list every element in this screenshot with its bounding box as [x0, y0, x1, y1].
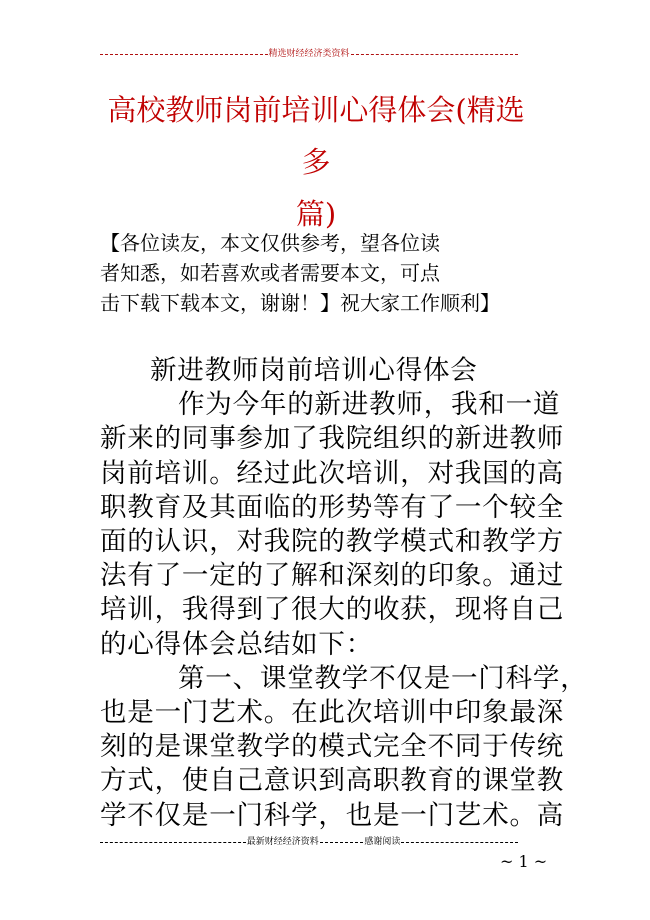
reader-notice — [100, 228, 530, 318]
footer-label-right: 感谢阅读 — [364, 837, 401, 847]
body-line: 方式，使自己意识到高职教育的课堂教 — [100, 765, 565, 797]
notice-line: 【各位读友，本文仅供参考，望各位读 — [100, 231, 440, 255]
header-dash-left — [100, 54, 268, 55]
header-dash-right — [351, 54, 519, 55]
title-line-1: 高校教师岗前培训心得体会(精选多 — [107, 93, 525, 179]
footer-dash-right — [401, 842, 518, 843]
title-line-2: 篇) — [295, 197, 337, 231]
body-line: 作为今年的新进教师，我和一道 — [178, 389, 561, 421]
body-line: 面的认识，对我院的教学模式和教学方 — [100, 526, 565, 558]
footer-dash-left — [100, 842, 246, 843]
section-heading: 新进教师岗前培训心得体会 — [150, 355, 478, 386]
body-line: 法有了一定的了解和深刻的印象。通过 — [100, 560, 565, 592]
body-line: 也是一门艺术。在此次培训中印象最深 — [100, 697, 565, 729]
body-line: 培训，我得到了很大的收获，现将自己 — [100, 594, 565, 626]
header-label: 精选财经经济类资料 — [268, 49, 350, 59]
notice-line: 者知悉，如若喜欢或者需要本文，可点 — [100, 261, 440, 285]
body-line: 的心得体会总结如下： — [100, 628, 373, 660]
body-line: 职教育及其面临的形势等有了一个较全 — [100, 491, 565, 523]
body-line: 第一、课堂教学不仅是一门科学， — [178, 662, 588, 694]
article-body — [100, 354, 588, 833]
footer-dash-middle — [320, 842, 364, 843]
body-line: 学不仅是一门科学，也是一门艺术。高 — [100, 799, 565, 831]
body-line: 刻的是课堂教学的模式完全不同于传统 — [100, 731, 565, 763]
body-line: 新来的同事参加了我院组织的新进教师 — [100, 423, 565, 455]
notice-line: 击下载下载本文，谢谢！】祝大家工作顺利】 — [100, 291, 500, 315]
document-title — [100, 84, 532, 240]
footer-label-left: 最新财经经济资料 — [246, 837, 319, 847]
body-line: 岗前培训。经过此次培训，对我国的高 — [100, 457, 565, 489]
header-rule — [100, 48, 518, 60]
footer-rule — [100, 836, 518, 848]
page-number: ~ 1 ~ — [500, 852, 548, 871]
